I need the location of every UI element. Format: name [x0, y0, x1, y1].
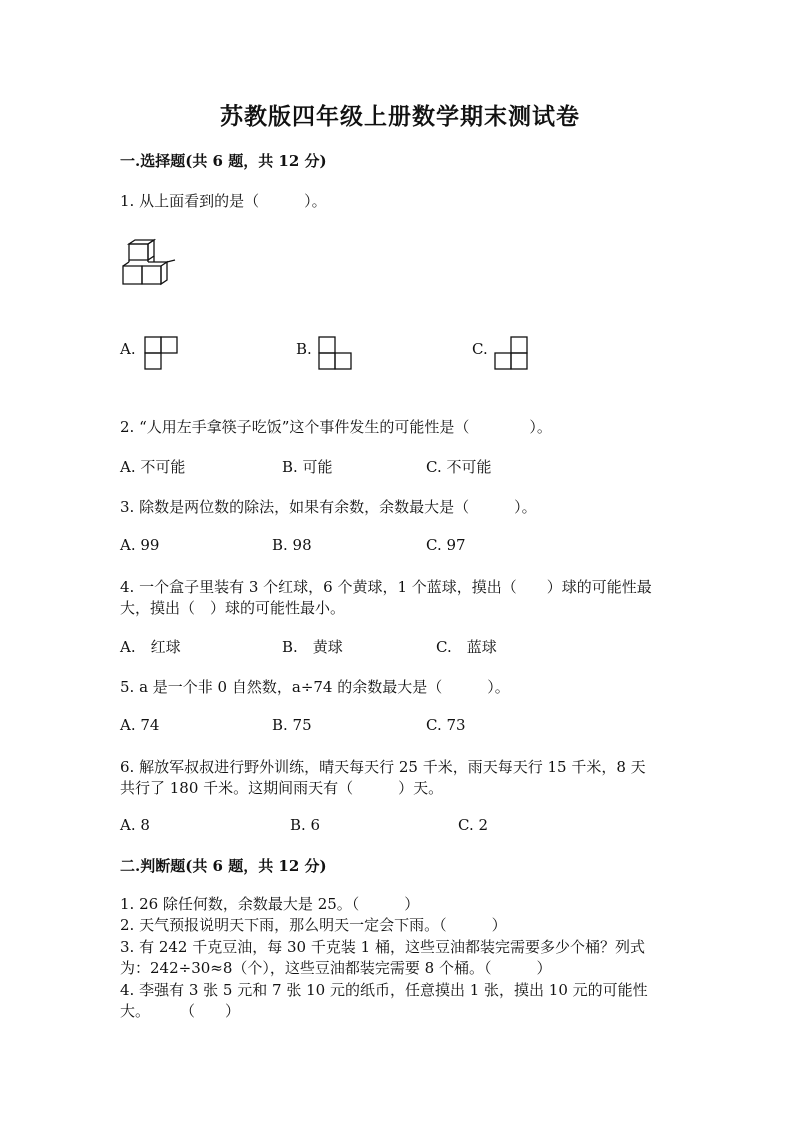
judgement-3-line-1: 3. 有 242 千克豆油，每 30 千克装 1 桶，这些豆油都装完需要多少个桶？列式	[120, 938, 645, 956]
judgement-4-line-1: 4. 李强有 3 张 5 元和 7 张 10 元的纸币，任意摸出 1 张，摸出 10 元的可能性	[120, 981, 648, 999]
q4-option-c: C. 蓝球	[436, 638, 497, 656]
question-6-line-2: 共行了 180 千米。这期间雨天有（ ）天。	[120, 779, 444, 797]
question-6-line-1: 6. 解放军叔叔进行野外训练，晴天每天行 25 千米，雨天每天行 15 千米，8 天	[120, 758, 646, 776]
judgement-2: 2. 天气预报说明天下雨，那么明天一定会下雨。（ ）	[120, 916, 507, 934]
question-4-line-1: 4. 一个盒子里装有 3 个红球，6 个黄球，1 个蓝球，摸出（ ）球的可能性最	[120, 578, 652, 596]
q1-option-b: B.	[296, 340, 312, 358]
q3-option-b: B. 98	[272, 536, 312, 554]
q1-option-b-figure	[318, 336, 352, 370]
q3-option-a: A. 99	[120, 536, 160, 554]
judgement-4-line-2: 大。 （ ）	[120, 1002, 241, 1020]
q1-option-c: C.	[472, 340, 488, 358]
q6-option-b: B. 6	[290, 816, 321, 834]
q2-option-b: B. 可能	[282, 458, 333, 476]
q5-option-c: C. 73	[426, 716, 466, 734]
q1-option-a-figure	[144, 336, 178, 370]
q6-option-c: C. 2	[458, 816, 489, 834]
q2-option-c: C. 不可能	[426, 458, 492, 476]
question-4-line-2: 大，摸出（ ）球的可能性最小。	[120, 599, 346, 617]
q4-option-b: B. 黄球	[282, 638, 343, 656]
q4-option-a: A. 红球	[120, 638, 181, 656]
q3-option-c: C. 97	[426, 536, 466, 554]
q1-option-a: A.	[120, 340, 136, 358]
judgement-3-line-2: 为：242÷30≈8（个），这些豆油都装完需要 8 个桶。（ ）	[120, 959, 552, 977]
page-title: 苏教版四年级上册数学期末测试卷	[220, 103, 580, 130]
question-2: 2. “人用左手拿筷子吃饭”这个事件发生的可能性是（ ）。	[120, 418, 552, 436]
q2-option-a: A. 不可能	[120, 458, 186, 476]
judgement-1: 1. 26 除任何数，余数最大是 25。（ ）	[120, 895, 420, 913]
question-3: 3. 除数是两位数的除法，如果有余数，余数最大是（ ）。	[120, 498, 537, 516]
section-heading-judgement: 二.判断题(共 6 题，共 12 分)	[120, 857, 327, 875]
q5-option-a: A. 74	[120, 716, 160, 734]
question-5: 5. a 是一个非 0 自然数，a÷74 的余数最大是（ ）。	[120, 678, 510, 696]
q6-option-a: A. 8	[120, 816, 150, 834]
question-1: 1. 从上面看到的是（ ）。	[120, 192, 327, 210]
q5-option-b: B. 75	[272, 716, 312, 734]
q1-option-c-figure	[494, 336, 528, 370]
section-heading-choice: 一.选择题(共 6 题，共 12 分)	[120, 152, 327, 170]
cube-stack-figure	[120, 240, 182, 290]
